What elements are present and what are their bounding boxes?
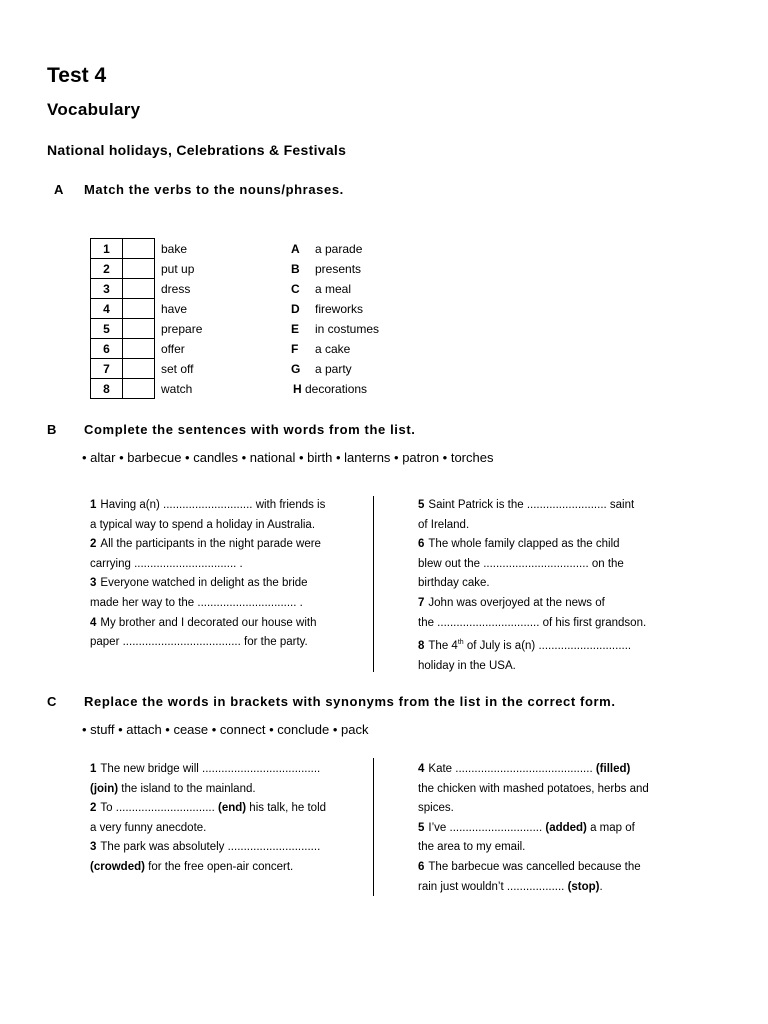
sentence-text: To ............................... [100,802,218,815]
noun-item: decorations [305,382,368,396]
sentence-line: a typical way to spend a holiday in Australia. [90,518,316,531]
answer-box[interactable] [123,259,155,279]
exercise-c-wordlist: • stuff • attach • cease • connect • conclude • pack [82,722,369,737]
sentence-line: the area to my email. [418,841,526,854]
sentence-text: The new bridge will ..................................... [100,763,321,775]
sentence-line [90,574,370,594]
sentence-line [90,535,370,555]
sentence-number: 1 [90,763,97,775]
noun-item: fireworks [315,302,364,316]
exercise-b-left-column [90,496,370,653]
noun-letter: A [291,242,300,256]
exercise-c-letter: C [47,694,57,709]
sentence-text: Having a(n) ............................ with friends is [100,499,326,511]
verb-number: 2 [91,259,123,279]
sentence-number: 4 [90,616,97,629]
sentence-number: 6 [418,538,425,551]
table-row [91,379,155,399]
sentence-line [90,780,370,800]
noun-item: presents [315,262,362,276]
bracket-keyword: (added) [545,821,587,834]
sentence-line [90,760,370,780]
sentence-line: paper ..................................... for the party. [90,636,308,649]
column-divider [373,758,374,896]
verb-number: 6 [91,339,123,359]
sentence-line: the ................................ of his first grandson. [418,616,647,629]
answer-box[interactable] [123,279,155,299]
sentence-number: 7 [418,596,425,609]
sentence-text: The whole family clapped as the child [428,538,620,551]
sentence-line: made her way to the ............................... . [90,596,303,609]
sentence-line [418,633,708,656]
verb-item: set off [161,362,194,376]
sentence-text: John was overjoyed at the news of [428,596,605,609]
verb-item: put up [161,262,195,276]
verb-item: have [161,302,188,316]
sentence-text: My brother and I decorated our house with [100,616,317,629]
table-row [91,359,155,379]
sentence-line: a very funny anecdote. [90,821,207,834]
noun-item: a meal [315,282,352,296]
sentence-number: 2 [90,802,97,815]
sentence-line [418,878,708,898]
verb-number: 1 [91,239,123,259]
table-row [91,339,155,359]
verb-item: prepare [161,322,203,336]
verb-number: 8 [91,379,123,399]
sentence-text: for the free open-air concert. [144,860,294,873]
sentence-text: of July is a(n) ............................. [463,639,632,652]
sentence-line [90,858,370,878]
table-row [91,299,155,319]
test-title: Test 4 [47,64,107,87]
answer-box[interactable] [123,339,155,359]
sentence-number: 5 [418,821,425,834]
sentence-line [418,496,708,516]
sentence-line [90,838,370,858]
sentence-line [90,799,370,819]
sentence-line: birthday cake. [418,577,490,590]
answer-box[interactable] [123,379,155,399]
sentence-line [418,594,708,614]
sentence-line [418,819,708,839]
sentence-number: 2 [90,538,97,551]
sentence-line: blew out the ................................. on the [418,557,624,570]
sentence-line: the chicken with mashed potatoes, herbs and [418,782,649,795]
bracket-keyword: (stop) [567,880,600,893]
sentence-number: 3 [90,841,97,854]
sentence-text: All the participants in the night parade were [100,538,321,551]
section-title: Vocabulary [47,100,141,119]
sentence-line: holiday in the USA. [418,659,516,672]
bracket-keyword: (join) [90,782,119,795]
sentence-number: 5 [418,499,425,511]
sentence-text: I’ve ............................. [428,821,546,834]
sentence-line [418,760,708,780]
sentence-line: of Ireland. [418,518,470,531]
answer-box[interactable] [123,239,155,259]
sentence-number: 8 [418,639,425,652]
noun-item: in costumes [315,322,380,336]
sentence-number: 4 [418,763,425,775]
answer-box[interactable] [123,359,155,379]
sentence-text: rain just wouldn’t .................. [418,880,568,893]
verb-number: 5 [91,319,123,339]
sentence-line [418,535,708,555]
table-row [91,239,155,259]
verb-number: 7 [91,359,123,379]
exercise-c-left-column [90,760,370,878]
noun-letter: B [291,262,300,276]
exercise-c-instruction: Replace the words in brackets with synonyms from the list in the correct form. [84,694,616,709]
bracket-keyword: (crowded) [90,860,145,873]
sentence-line: carrying ................................ . [90,557,243,570]
noun-letter: C [291,282,300,296]
noun-letter: G [291,362,301,376]
sentence-number: 3 [90,577,97,590]
bracket-keyword: (filled) [595,763,631,775]
topic-title: National holidays, Celebrations & Festivals [47,142,347,158]
answer-box[interactable] [123,319,155,339]
sentence-line: spices. [418,802,454,815]
noun-letter: E [291,322,300,336]
exercise-c-right-column [418,760,708,897]
exercise-b-letter: B [47,422,57,437]
sentence-text: a map of [586,821,635,834]
noun-letter: D [291,302,300,316]
match-table [90,238,155,399]
column-divider [373,496,374,672]
sentence-text: his talk, he told [246,802,327,815]
verb-item: offer [161,342,185,356]
noun-item: a party [315,362,352,376]
sentence-text: Kate ........................................... [428,763,596,775]
verb-number: 3 [91,279,123,299]
sentence-text: . [599,880,603,893]
table-row [91,259,155,279]
ordinal-suffix: th [457,639,464,647]
sentence-line [90,614,370,634]
verb-item: watch [161,382,193,396]
noun-letter: H [293,382,302,396]
exercise-b-instruction: Complete the sentences with words from the list. [84,422,416,437]
verb-number: 4 [91,299,123,319]
sentence-line [90,496,370,516]
table-row [91,319,155,339]
sentence-text: The 4 [428,639,458,652]
sentence-text: the island to the mainland. [118,782,256,795]
noun-letter: F [291,342,299,356]
exercise-b-right-column [418,496,708,676]
exercise-a-letter: A [54,182,64,197]
exercise-a-instruction: Match the verbs to the nouns/phrases. [84,182,344,197]
bracket-keyword: (end) [218,802,247,815]
noun-item: a parade [315,242,363,256]
noun-item: a cake [315,342,351,356]
sentence-text: The barbecue was cancelled because the [428,860,641,873]
sentence-line [418,858,708,878]
sentence-text: Everyone watched in delight as the bride [100,577,308,590]
sentence-number: 6 [418,860,425,873]
exercise-b-wordlist: • altar • barbecue • candles • national • birth • lanterns • patron • torches [82,450,494,465]
verb-item: dress [161,282,191,296]
sentence-text: Saint Patrick is the ......................... saint [428,499,635,511]
table-row [91,279,155,299]
verb-item: bake [161,242,188,256]
answer-box[interactable] [123,299,155,319]
sentence-text: The park was absolutely ............................. [100,841,321,854]
sentence-number: 1 [90,499,97,511]
